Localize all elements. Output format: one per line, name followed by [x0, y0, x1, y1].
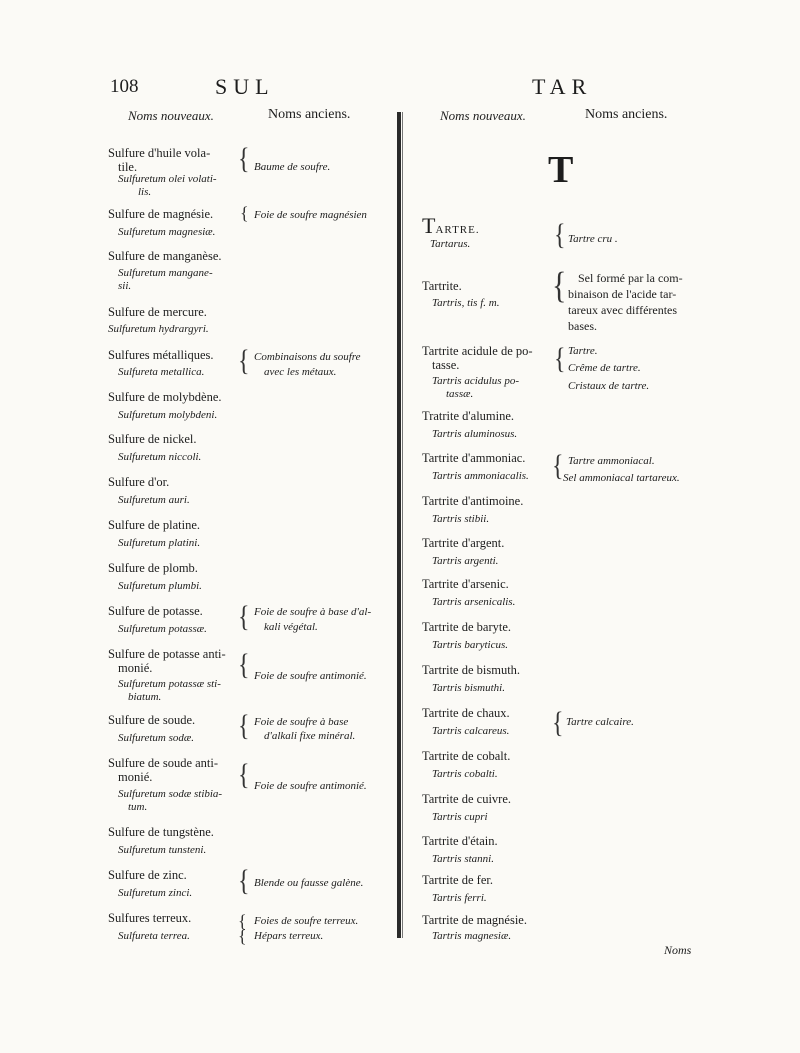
- entry-new-name: Sulfure de plomb.: [108, 561, 198, 575]
- entry-latin-name: tassæ.: [446, 388, 474, 400]
- entry-new-name: Tartrite d'antimoine.: [422, 494, 524, 508]
- right-running-head: TAR: [532, 74, 593, 99]
- entry-latin-name: Sulfuretum sodæ.: [118, 732, 194, 744]
- brace: {: [238, 142, 250, 176]
- entry-new-name: Sulfure de soude.: [108, 713, 196, 727]
- entry-old-name: kali végétal.: [264, 621, 318, 633]
- entry-latin-name: Tartris arsenicalis.: [432, 596, 516, 608]
- entry-latin-name: Tartris ammoniacalis.: [432, 470, 529, 482]
- entry-latin-name: Tartris stanni.: [432, 853, 494, 865]
- entry-latin-name: Tartris acidulus po-: [432, 375, 520, 387]
- entry-latin-name: lis.: [138, 186, 152, 198]
- entry-latin-name: Tartris ferri.: [432, 892, 487, 904]
- entry-old-name: Foie de soufre antimonié.: [254, 780, 367, 792]
- brace: {: [554, 342, 566, 376]
- entry-new-name: Tartrite de bismuth.: [422, 663, 521, 677]
- entry-new-name: Sulfure de soude anti-: [108, 756, 219, 770]
- entry-new-name: Tartrite de baryte.: [422, 620, 512, 634]
- entry-new-name: Sulfure de potasse.: [108, 604, 203, 618]
- entry-latin-name: Sulfuretum olei volati-: [118, 173, 217, 185]
- page-number: 108: [110, 76, 139, 97]
- entry-new-name: tile.: [118, 160, 138, 174]
- brace: {: [238, 911, 247, 931]
- entry-new-name: Sulfures métalliques.: [108, 348, 214, 362]
- entry-latin-name: Sulfuretum zinci.: [118, 887, 193, 899]
- entry-latin-name: Sulfuretum sodæ stibia-: [118, 788, 223, 800]
- right-col-header-new: Noms nouveaux.: [440, 108, 526, 123]
- entry-new-name: Tartrite acidule de po-: [422, 344, 533, 358]
- entry-latin-name: Tartris baryticus.: [432, 639, 509, 651]
- entry-new-name: Tartrite d'argent.: [422, 536, 505, 550]
- brace: {: [554, 218, 566, 252]
- entry-latin-name: Sulfureta terrea.: [118, 930, 190, 942]
- entry-new-name: Sulfure de zinc.: [108, 868, 187, 882]
- brace: {: [238, 648, 250, 682]
- brace: {: [552, 264, 567, 306]
- brace: {: [552, 706, 564, 740]
- entry-old-name: Tartre ammoniacal.: [568, 455, 655, 467]
- entry-new-name: Sulfure de nickel.: [108, 432, 197, 446]
- entry-new-name: Sulfure de platine.: [108, 518, 200, 532]
- entry-old-name: Hépars terreux.: [254, 930, 324, 942]
- entry-old-name: binaison de l'acide tar-: [568, 287, 677, 301]
- entry-old-name: Sel ammoniacal tartareux.: [563, 472, 680, 484]
- entry-old-name: avec les métaux.: [264, 366, 337, 378]
- entry-old-name: Combinaisons du soufre: [254, 351, 361, 363]
- entry-old-name: bases.: [568, 319, 597, 333]
- entry-old-name: Baume de soufre.: [254, 161, 331, 173]
- entry-new-name: Sulfure d'or.: [108, 475, 170, 489]
- brace: {: [240, 203, 249, 223]
- entry-latin-name: Tartris calcareus.: [432, 725, 510, 737]
- entry-new-name: Sulfure d'huile vola-: [108, 146, 211, 160]
- column-rule: [397, 112, 401, 938]
- drop-initial: T: [422, 213, 436, 238]
- entry-latin-name: Tartris magnesiæ.: [432, 930, 512, 942]
- entry-old-name: Tartre.: [568, 345, 598, 357]
- entry-latin-name: Sulfuretum potassæ.: [118, 623, 207, 635]
- entry-latin-name: Tartarus.: [430, 238, 471, 250]
- entry-latin-name: Tartris bismuthi.: [432, 682, 505, 694]
- entry-new-name: monié.: [118, 661, 153, 675]
- left-col-header-old: Noms anciens.: [268, 107, 351, 122]
- entry-old-name: Blende ou fausse galène.: [254, 877, 364, 889]
- catchword: Noms: [664, 943, 692, 957]
- entry-new-name: Tartrite d'arsenic.: [422, 577, 509, 591]
- entry-new-name: Sulfures terreux.: [108, 911, 192, 925]
- entry-latin-name: Sulfuretum mangane-: [118, 267, 213, 279]
- entry-new-name: Sulfure de magnésie.: [108, 207, 214, 221]
- entry-new-name: Tartrite de fer.: [422, 873, 493, 887]
- entry-new-name: Tartrite d'étain.: [422, 834, 498, 848]
- brace: {: [238, 864, 250, 898]
- entry-latin-name: Sulfuretum molybdeni.: [118, 409, 218, 421]
- entry-new-name: Tartrite d'ammoniac.: [422, 451, 526, 465]
- entry-latin-name: Tartris cupri: [432, 811, 488, 823]
- brace: {: [552, 449, 564, 483]
- entry-new-name: Tartrite de cobalt.: [422, 749, 511, 763]
- entry-new-name: monié.: [118, 770, 153, 784]
- entry-latin-name: biatum.: [128, 691, 162, 703]
- entry-latin-name: Sulfuretum niccoli.: [118, 451, 202, 463]
- entry-new-name: Sulfure de potasse anti-: [108, 647, 226, 661]
- entry-latin-name: Tartris cobalti.: [432, 768, 498, 780]
- entry-latin-name: Sulfuretum hydrargyri.: [108, 323, 209, 335]
- entry-old-name: Foie de soufre antimonié.: [254, 670, 367, 682]
- entry-old-name: Sel formé par la com-: [578, 271, 683, 285]
- entry-latin-name: sii.: [118, 280, 132, 292]
- entry-latin-name: Sulfuretum auri.: [118, 494, 190, 506]
- entry-new-name: Sulfure de manganèse.: [108, 249, 222, 263]
- left-col-header-new: Noms nouveaux.: [128, 108, 214, 123]
- entry-latin-name: Sulfuretum plumbi.: [118, 580, 202, 592]
- brace: {: [238, 758, 250, 792]
- entry-old-name: Foies de soufre terreux.: [254, 915, 359, 927]
- entry-latin-name: Tartris stibii.: [432, 513, 490, 525]
- brace: {: [238, 600, 250, 634]
- entry-old-name: Crême de tartre.: [568, 362, 641, 374]
- entry-latin-name: Tartris argenti.: [432, 555, 499, 567]
- entry-old-name: tareux avec différentes: [568, 303, 678, 317]
- column-rule-thin: [402, 112, 403, 938]
- entry-new-name: Sulfure de molybdène.: [108, 390, 222, 404]
- entry-new-name: Sulfure de mercure.: [108, 305, 207, 319]
- entry-latin-name: Sulfuretum platini.: [118, 537, 201, 549]
- entry-new-name-rest: ARTRE.: [435, 224, 480, 236]
- right-col-header-old: Noms anciens.: [585, 107, 668, 122]
- brace: {: [238, 926, 247, 946]
- entry-latin-name: Sulfuretum potassæ sti-: [118, 678, 221, 690]
- entry-new-name: Tratrite d'alumine.: [422, 409, 515, 423]
- entry-old-name: Cristaux de tartre.: [568, 380, 650, 392]
- entry-new-name: Tartrite de magnésie.: [422, 913, 527, 927]
- entry-new-name: Sulfure de tungstène.: [108, 825, 214, 839]
- entry-new-name: [422, 213, 480, 239]
- entry-latin-name: Sulfuretum tunsteni.: [118, 844, 207, 856]
- entry-old-name: d'alkali fixe minéral.: [264, 730, 356, 742]
- entry-old-name: Foie de soufre à base: [254, 716, 349, 728]
- entry-new-name: Tartrite de cuivre.: [422, 792, 512, 806]
- left-running-head: SUL: [215, 74, 275, 99]
- entry-new-name: Tartrite de chaux.: [422, 706, 510, 720]
- entry-old-name: Foie de soufre magnésien: [254, 209, 367, 221]
- entry-latin-name: tum.: [128, 801, 148, 813]
- entry-new-name: tasse.: [432, 358, 460, 372]
- brace: {: [238, 344, 250, 378]
- entry-latin-name: Sulfureta metallica.: [118, 366, 205, 378]
- entry-old-name: Tartre calcaire.: [566, 716, 634, 728]
- entry-new-name: Tartrite.: [422, 279, 462, 293]
- brace: {: [238, 709, 250, 743]
- entry-old-name: Tartre cru .: [568, 233, 618, 245]
- entry-latin-name: Sulfuretum magnesiæ.: [118, 226, 216, 238]
- entry-old-name: Foie de soufre à base d'al-: [254, 606, 372, 618]
- entry-latin-name: Tartris, tis f. m.: [432, 297, 500, 309]
- entry-latin-name: Tartris aluminosus.: [432, 428, 518, 440]
- section-letter: T: [548, 149, 574, 191]
